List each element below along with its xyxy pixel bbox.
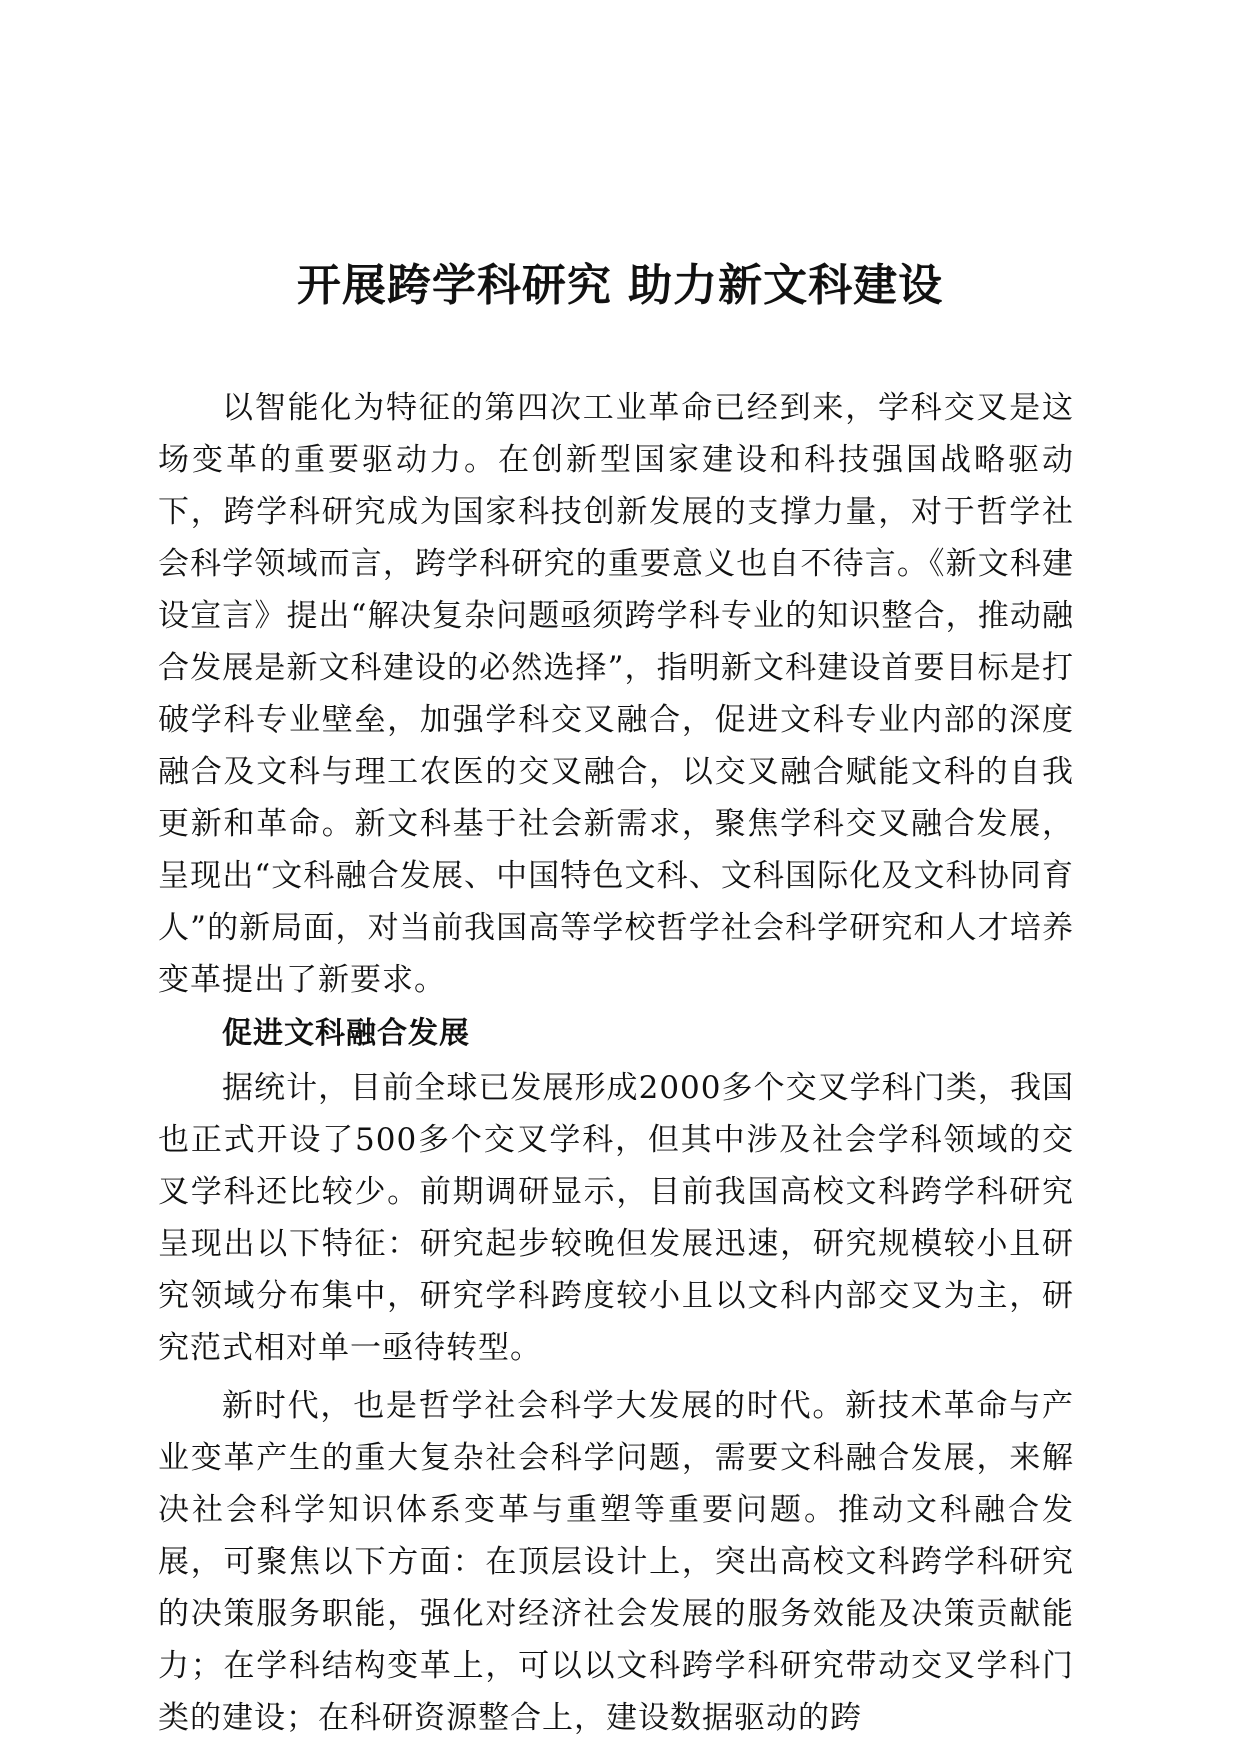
intro-paragraph: 以智能化为特征的第四次工业革命已经到来，学科交叉是这场变革的重要驱动力。在创新型国家建设和科技强国战略驱动下，跨学科研究成为国家科技创新发展的支撑力量，对于哲学社会科学领域而言，跨学科研究的重要意义也自不待言。《新文科建设宣言》提出“解决复杂问题亟须跨学科专业的知识整合，推动融合发展是新文科建设的必然选择”，指明新文科建设首要目标是打破学科专业壁垒，加强学科交叉融合，促进文科专业内部的深度融合及文科与理工农医的交叉融合，以交叉融合赋能文科的自我更新和革命。新文科基于社会新需求，聚焦学科交叉融合发展，呈现出“文科融合发展、中国特色文科、文科国际化及文科协同育人”的新局面，对当前我国高等学校哲学社会科学研究和人才培养变革提出了新要求。: [158, 390, 1074, 998]
section-paragraph-2: 新时代，也是哲学社会科学大发展的时代。新技术革命与产业变革产生的重大复杂社会科学问题，需要文科融合发展，来解决社会科学知识体系变革与重塑等重要问题。推动文科融合发展，可聚焦以下方面：在顶层设计上，突出高校文科跨学科研究的决策服务职能，强化对经济社会发展的服务效能及决策贡献能力；在学科结构变革上，可以以文科跨学科研究带动交叉学科门类的建设；在科研资源整合上，建设数据驱动的跨: [158, 1388, 1074, 1736]
section-paragraph-1: 据统计，目前全球已发展形成2000多个交叉学科门类，我国也正式开设了500多个交叉学科，但其中涉及社会学科领域的交叉学科还比较少。前期调研显示，目前我国高校文科跨学科研究呈现出以下特征：研究起步较晚但发展迅速，研究规模较小且研究领域分布集中，研究学科跨度较小且以文科内部交叉为主，研究范式相对单一亟待转型。: [158, 1070, 1074, 1366]
section-heading: 促进文科融合发展: [222, 1016, 470, 1051]
document-title: 开展跨学科研究 助力新文科建设: [296, 260, 944, 311]
document-body: [158, 382, 1074, 1744]
